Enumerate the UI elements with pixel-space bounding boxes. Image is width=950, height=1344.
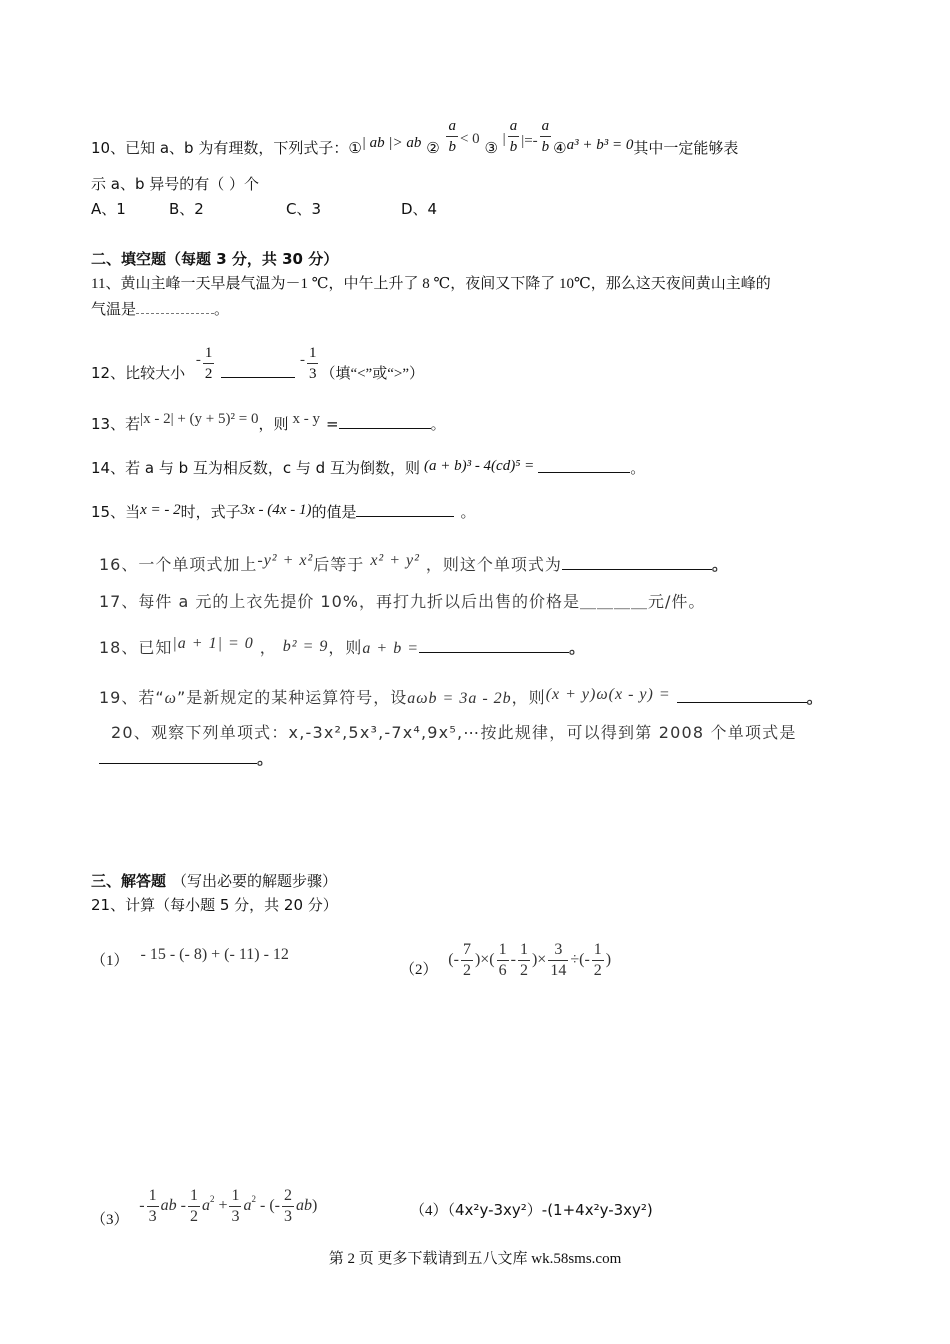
q13-label: 13、若 bbox=[91, 415, 141, 433]
p2-expr: (- $\frac{7}{2}$ )×( $\frac{1}{6}$ - $\frac{1}{2}$ )× $\frac{3}{14}$ ÷(- $\frac{1}{2}$ ) bbox=[448, 941, 612, 979]
q13-expr: |x - 2| + (y + 5)² = 0 bbox=[140, 411, 259, 427]
q18-expr1: |a + 1| = 0 bbox=[172, 635, 254, 652]
p4-line bbox=[410, 1200, 653, 1221]
p3-label: （3） bbox=[91, 1212, 129, 1229]
p1-line bbox=[91, 946, 289, 971]
q10-text: 10、已知 a、b 为有理数，下列式子： bbox=[91, 139, 349, 157]
p3-expr: - $\frac{1}{3}$ ab - $\frac{1}{2}$ $a^2$ + $\frac{1}{3}$ $a^2$ - (- $\frac{2}{3}$ ab) bbox=[139, 1187, 318, 1225]
q13-line bbox=[91, 411, 446, 435]
q19-def: aωb = 3a - 2b bbox=[407, 690, 512, 707]
q12-frac1: $\frac{1}{2}$ bbox=[204, 345, 213, 382]
p2-label: （2） bbox=[400, 962, 438, 979]
q14-blank bbox=[538, 458, 630, 473]
q16-mid: 后等于 bbox=[313, 555, 365, 574]
q11-line2 bbox=[91, 299, 229, 320]
q18-tail: ，则 bbox=[328, 638, 363, 657]
option-b: B、2 bbox=[169, 200, 204, 218]
q20-end: 。 bbox=[257, 749, 275, 768]
q20-blank bbox=[99, 749, 257, 764]
q15-blank bbox=[356, 502, 454, 517]
q10-line1 bbox=[91, 118, 739, 169]
p2-line bbox=[400, 941, 612, 991]
q16-line bbox=[99, 552, 729, 576]
q20-line2 bbox=[99, 749, 274, 769]
q15-mid: 时，式子 bbox=[180, 503, 241, 521]
section3-note: （写出必要的解题步骤） bbox=[172, 874, 338, 890]
q19-end: 。 bbox=[806, 688, 824, 707]
q18-expr3: a + b = bbox=[362, 640, 419, 657]
q16-blank bbox=[562, 555, 712, 570]
q11-blank bbox=[136, 299, 214, 314]
q12-blank bbox=[221, 363, 295, 378]
q18-expr2: b² = 9 bbox=[282, 638, 329, 655]
p4-label: （4） bbox=[410, 1203, 448, 1219]
q10-frac-2: $\frac{a}{b}$ bbox=[448, 118, 456, 155]
q15-cond: x = - 2 bbox=[140, 502, 181, 518]
q10-line2: 示 a、b 异号的有（ ）个 bbox=[91, 175, 260, 193]
q19-blank bbox=[677, 688, 807, 703]
q18-line bbox=[99, 635, 586, 659]
p4-expr: （4x²y-3xy²）-(1+4x²y-3xy²) bbox=[447, 1201, 653, 1219]
q12-hint: （填“<”或“>”） bbox=[320, 366, 424, 382]
q16-end: 。 bbox=[711, 555, 729, 574]
q10-expr3-mid: |=- bbox=[521, 133, 538, 149]
q18-comma: ， bbox=[259, 638, 277, 657]
option-d: D、4 bbox=[401, 200, 438, 218]
q15-end: 。 bbox=[460, 503, 476, 521]
option-a: A、1 bbox=[91, 200, 126, 218]
q19-expr: (x + y)ω(x - y) = bbox=[545, 686, 671, 703]
q14-end: 。 bbox=[630, 459, 646, 477]
choice-3: ③ bbox=[484, 139, 498, 157]
q10-expr4: a³ + b³ = 0 bbox=[566, 137, 634, 153]
q18-label: 18、已知 bbox=[99, 638, 173, 657]
choice-2: ② bbox=[426, 139, 440, 157]
q14-label: 14、若 a 与 b 互为相反数，c 与 d 互为倒数，则 bbox=[91, 459, 420, 477]
q10-expr2-tail: < 0 bbox=[459, 131, 480, 147]
q17-line: 17、每件 a 元的上衣先提价 10%，再打九折以后出售的价格是＿＿＿＿元/件。 bbox=[99, 592, 706, 611]
p3-line bbox=[91, 1187, 318, 1241]
q19-sym: ω bbox=[164, 690, 177, 707]
choice-1: ① bbox=[348, 139, 362, 157]
q19-label: 19、若“ bbox=[99, 688, 165, 707]
q13-expr2: x - y bbox=[292, 411, 320, 427]
q10-expr3-bar: | bbox=[502, 131, 506, 147]
q19-line bbox=[99, 688, 824, 709]
q15-line bbox=[91, 502, 475, 523]
q10-frac-3b: $\frac{a}{b}$ bbox=[541, 118, 550, 155]
q11-line1: 11、黄山主峰一天早晨气温为－1 ℃，中午上升了 8 ℃，夜间又下降了 10℃，那么这天夜间黄山主峰的 bbox=[91, 276, 771, 292]
q19-tail: ，则 bbox=[511, 688, 546, 707]
q15-expr: 3x - (4x - 1) bbox=[240, 502, 312, 518]
page-footer: 第 2 页 更多下载请到五八文库 wk.58sms.com bbox=[328, 1251, 622, 1267]
q11-end: 。 bbox=[214, 302, 230, 318]
q11-label: 气温是 bbox=[91, 302, 137, 318]
q13-end: 。 bbox=[430, 415, 446, 433]
q12-neg1: - bbox=[195, 352, 201, 368]
q16-label: 16、一个单项式加上 bbox=[99, 555, 258, 574]
q10-text-b: 其中一定能够表 bbox=[633, 139, 739, 157]
q16-expr1: -y² + x² bbox=[257, 552, 314, 569]
q10-frac-3a: $\frac{a}{b}$ bbox=[509, 118, 518, 155]
q15-label: 15、当 bbox=[91, 503, 141, 521]
q21-heading: 21、计算（每小题 5 分，共 20 分） bbox=[91, 896, 338, 914]
q19-mid: ”是新规定的某种运算符号，设 bbox=[176, 688, 408, 707]
q18-blank bbox=[419, 638, 569, 653]
choice-4: ④ bbox=[553, 139, 567, 157]
q18-end: 。 bbox=[568, 638, 586, 657]
q16-tail: ，则这个单项式为 bbox=[425, 555, 562, 574]
q14-line bbox=[91, 458, 645, 479]
q12-frac2: $\frac{1}{3}$ bbox=[308, 345, 317, 382]
q13-mid: ，则 bbox=[258, 417, 289, 433]
q13-blank bbox=[339, 414, 431, 429]
q10-expr1: | ab |> ab bbox=[361, 135, 422, 151]
q12-line bbox=[91, 345, 424, 394]
q10-options bbox=[91, 199, 437, 219]
q14-expr: (a + b)³ - 4(cd)⁵ = bbox=[423, 458, 535, 474]
q16-expr2: x² + y² bbox=[370, 552, 420, 569]
p1-label: （1） bbox=[91, 953, 129, 969]
option-c: C、3 bbox=[286, 200, 322, 218]
section3-title bbox=[91, 871, 337, 892]
q13-eq: = bbox=[325, 415, 339, 433]
q15-tail: 的值是 bbox=[311, 503, 357, 521]
q12-neg2: - bbox=[299, 352, 305, 368]
section3-heading: 三、解答题 bbox=[91, 872, 167, 890]
section2-title: 二、填空题（每题 3 分，共 30 分） bbox=[91, 250, 339, 268]
p1-expr: - 15 - (- 8) + (- 11) - 12 bbox=[140, 946, 289, 963]
q12-label: 12、比较大小 bbox=[91, 364, 186, 382]
q20-line1: 20、观察下列单项式：x,-3x²,5x³,-7x⁴,9x⁵,⋯按此规律，可以得到第 2008 个单项式是 bbox=[111, 723, 797, 742]
